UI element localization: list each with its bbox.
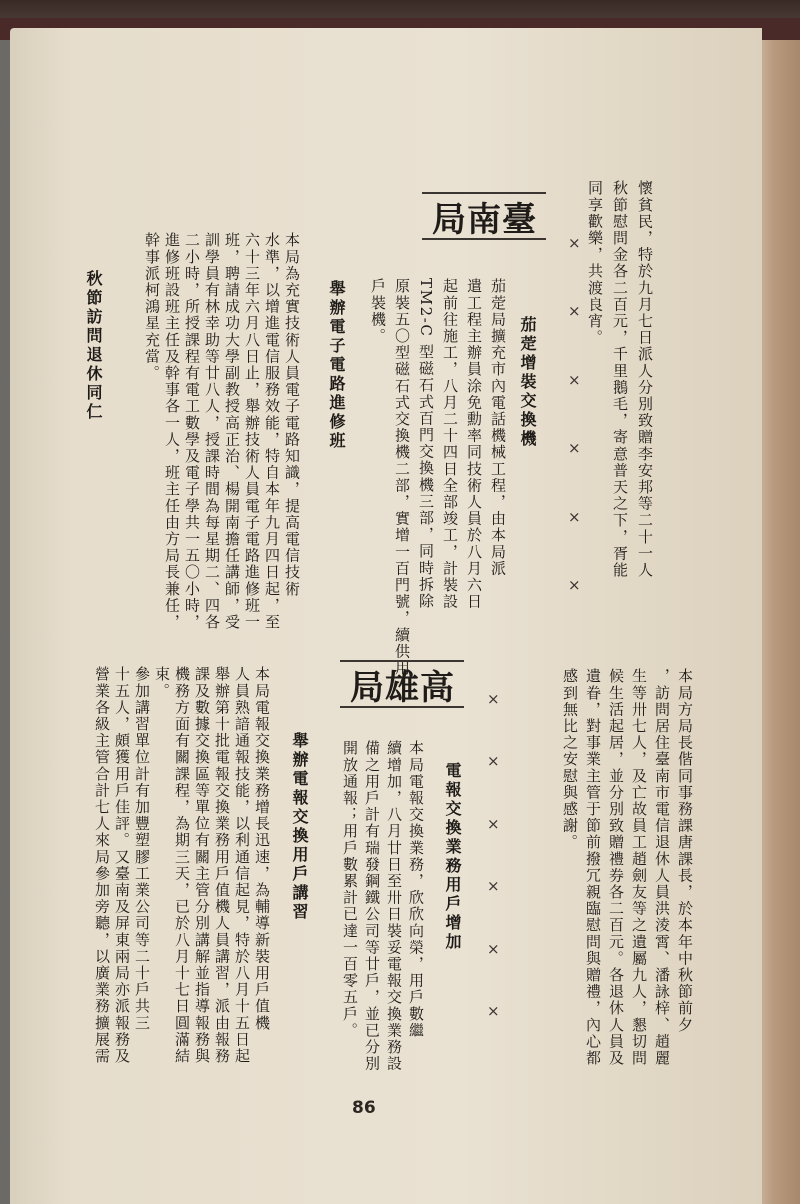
- page-number: 86: [352, 1098, 376, 1118]
- text-column: 本局方局長偕同事務課唐課長，於本年中秋節前夕: [676, 668, 694, 1034]
- text-column: 本局電報交換業務，欣欣向榮，用戶數繼: [407, 740, 425, 1039]
- page-edge-stack: [756, 40, 800, 1204]
- telegraph-training-title: 舉辦電報交換用戶講習: [290, 732, 309, 922]
- text-column: 訓學員有林幸助等廿八人，授課時間為每星期二、四各: [203, 232, 221, 631]
- separator-x-mark: ×: [487, 877, 500, 896]
- tainan-subtitle: 茄萣增裝交換機: [518, 316, 537, 449]
- text-column: 開放通報；用戶數累計已達一百零五戶。: [341, 740, 359, 1039]
- text-column: 幹事派柯鴻星充當。: [143, 232, 161, 382]
- text-column: 束。: [153, 666, 171, 700]
- text-column: 懷貧民，特於九月七日派人分別致贈李安邦等二十一人: [636, 180, 654, 579]
- separator-x-mark: ×: [487, 752, 500, 771]
- text-column: 二小時，所授課程有電工數學及電子學共一五〇小時，: [183, 232, 201, 631]
- separator-x-mark: ×: [568, 234, 581, 252]
- text-column: 感到無比之安慰與感謝。: [561, 668, 579, 851]
- text-column: 遣工程主辦員涂免勳率同技術人員於八月六日: [465, 278, 483, 610]
- separator-x-mark: ×: [568, 302, 581, 321]
- separator-x-mark: ×: [487, 939, 500, 958]
- text-column: 同享歡樂，共渡良宵。: [586, 180, 604, 346]
- separator-x-column-bottom: [487, 690, 500, 1020]
- autumn-visit-title: 秋節訪問退休同仁: [84, 270, 103, 422]
- text-column: 秋節慰問金各二百元，千里鵝毛，寄意普天之下，胥能: [611, 180, 629, 579]
- text-column: 水準，以增進電信服務效能，特自本年九月四日起，至: [263, 232, 281, 631]
- banner-char: 南: [467, 199, 501, 240]
- separator-x-mark: ×: [568, 439, 581, 458]
- text-column: 課及數據交換區等單位有關主管分別講解並指導報務與: [193, 666, 211, 1065]
- separator-x-mark: ×: [487, 1001, 500, 1020]
- text-column: 六十三年六月八日止，舉辦技術人員電子電路進修班一: [243, 232, 261, 631]
- banner-char: 局: [432, 199, 466, 240]
- text-column: 起前往施工，八月二十四日全部竣工，計裝設: [441, 278, 459, 610]
- text-column: 生等卅七人，及亡故員工趙劍友等之遺屬九人，懇切問: [630, 668, 648, 1067]
- separator-x-mark: ×: [568, 575, 581, 594]
- separator-x-mark: ×: [568, 370, 581, 389]
- separator-x-mark: ×: [487, 690, 500, 708]
- banner-char: 局: [350, 667, 384, 708]
- text-column: 人員熟諳通報技能，以利通信起見，特於八月十五日起: [233, 666, 251, 1065]
- text-column: 原裝五〇型磁石式交換機二部，實增一百門號，續供用: [393, 278, 411, 677]
- text-column: 候生活起居，並分別致贈禮券各二百元。各退休人員及: [607, 668, 625, 1067]
- text-column: 參加講習單位計有加豐塑膠工業公司等二十戶共三: [133, 666, 151, 1032]
- text-column: 茄萣局擴充市內電話機械工程，由本局派: [489, 278, 507, 577]
- tainan-bureau-banner: [422, 192, 546, 240]
- banner-char: 臺: [502, 199, 536, 240]
- text-column: 機務方面有關課程，為期三天，已於八月十七日圓滿結: [173, 666, 191, 1065]
- text-column: 班，聘請成功大學副教授高正治、楊開南擔任講師，受: [223, 232, 241, 631]
- text-column: 遺眷，對事業主管于節前撥冗親臨慰問與贈禮，內心都: [584, 668, 602, 1067]
- text-column: 戶裝機。: [369, 278, 387, 345]
- text-column: 十五人，頗獲用戶佳評。又臺南及屏東兩局亦派報務及: [113, 666, 131, 1065]
- banner-char: 高: [420, 667, 454, 708]
- text-column: 本局為充實技術人員電子電路知識，提高電信技術: [283, 232, 301, 598]
- separator-x-column-top: [568, 234, 581, 594]
- text-column: TM2-C 型磁石式百門交換機三部，同時拆除: [417, 278, 435, 610]
- separator-x-mark: ×: [487, 814, 500, 833]
- text-column: 備之用戶計有瑞發鋼鐵公司等廿戶，並已分別: [363, 740, 381, 1072]
- separator-x-mark: ×: [568, 507, 581, 526]
- kaohsiung-bureau-banner: [340, 660, 464, 708]
- course-title: 舉辦電子電路進修班: [327, 280, 346, 451]
- text-column: 營業各級主管合計七人來局參加旁聽，以廣業務擴展需: [93, 666, 111, 1065]
- kaohsiung-subtitle: 電報交換業務用戶增加: [443, 762, 462, 952]
- text-column: 本局電報交換業務增長迅速，為輔導新裝用戶值機: [253, 666, 271, 1032]
- text-column: 續增加，八月廿日至卅日裝妥電報交換業務設: [385, 740, 403, 1072]
- text-column: 舉辦第十批電報交換業務用戶值機人員講習，派由報務: [213, 666, 231, 1065]
- banner-char: 雄: [385, 667, 419, 708]
- text-column: 進修班設班主任及幹事各一人，班主任由方局長兼任，: [163, 232, 181, 631]
- text-column: ，訪問居住臺南市電信退休人員洪淩霄、潘詠梓、趙麗: [653, 668, 671, 1067]
